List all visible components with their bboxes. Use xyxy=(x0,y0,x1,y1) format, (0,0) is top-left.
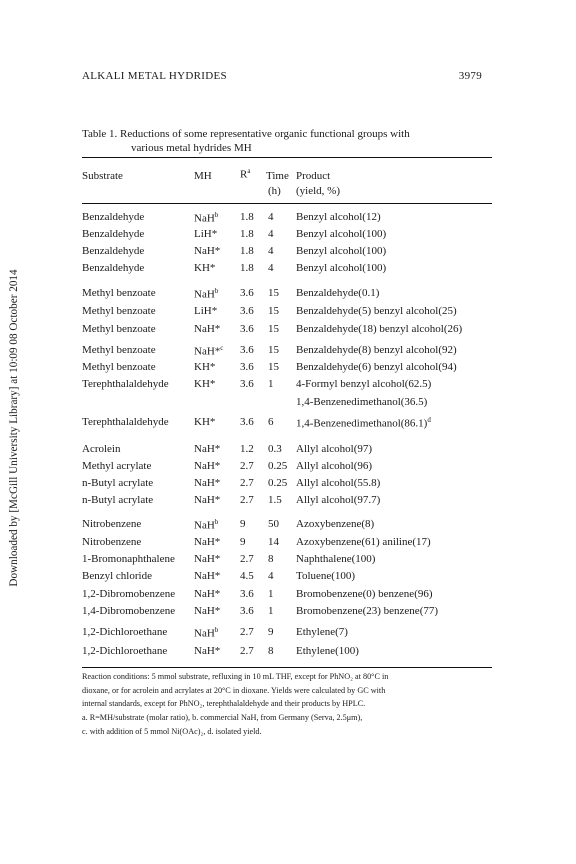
cell-substrate xyxy=(82,361,156,373)
cell-mh-text: KH* xyxy=(194,416,216,428)
cell-time-text: 15 xyxy=(268,287,279,299)
table-row xyxy=(82,553,492,570)
table-row xyxy=(82,361,492,378)
cell-r xyxy=(240,570,254,582)
cell-product xyxy=(296,211,381,223)
cell-substrate-text: Nitrobenzene xyxy=(82,518,142,530)
cell-product xyxy=(296,262,386,274)
cell-mh-text: KH* xyxy=(194,378,216,390)
table-row xyxy=(82,477,492,494)
cell-product xyxy=(296,323,462,335)
table-row xyxy=(82,518,492,535)
cell-mh-footnote-mark: b xyxy=(214,626,219,634)
cell-substrate-text: Methyl benzoate xyxy=(82,344,156,356)
cell-substrate-text: Terephthalaldehyde xyxy=(82,378,169,390)
cell-r-text: 1.8 xyxy=(240,245,254,257)
cell-time xyxy=(268,211,274,223)
table-row xyxy=(82,245,492,262)
cell-substrate-text: Methyl benzoate xyxy=(82,323,156,335)
table-row xyxy=(82,605,492,622)
cell-time-text: 6 xyxy=(268,416,274,428)
table-row xyxy=(82,228,492,245)
cell-product xyxy=(296,245,386,257)
cell-mh xyxy=(194,460,220,472)
cell-substrate xyxy=(82,228,144,240)
cell-substrate xyxy=(82,570,152,582)
note-line-4: a. R=MH/substrate (molar ratio), b. commercial NaH, from Germany (Serva, 2.5μm), xyxy=(82,713,363,723)
header-r-footnote-mark: a xyxy=(247,167,251,175)
table-row xyxy=(82,588,492,605)
cell-mh-text: NaH xyxy=(194,519,215,532)
cell-time xyxy=(268,416,274,428)
cell-product xyxy=(296,344,457,356)
cell-mh xyxy=(194,416,215,428)
cell-mh-text: NaH* xyxy=(194,443,221,455)
cell-product-text: Azoxybenzene(8) xyxy=(296,518,375,530)
cell-product-text: Benzaldehyde(0.1) xyxy=(296,287,380,299)
header-mh: MH xyxy=(194,170,212,182)
note-line-2: dioxane, or for acrolein and acrylates at 20°C in dioxane. Yields were calculated by GC with xyxy=(82,685,386,695)
cell-mh xyxy=(194,305,217,317)
table-row xyxy=(82,262,492,279)
cell-time xyxy=(268,245,274,257)
cell-time xyxy=(268,287,279,299)
cell-mh-text: NaH* xyxy=(194,570,221,582)
cell-mh xyxy=(194,361,215,373)
cell-substrate-text: Methyl benzoate xyxy=(82,305,156,317)
download-watermark: Downloaded by [McGill University Library] at 10:09 08 October 2014 xyxy=(8,269,20,587)
header-bottom-rule xyxy=(82,203,492,204)
cell-product-text: Benzyl alcohol(100) xyxy=(296,262,387,274)
cell-product xyxy=(296,287,379,299)
header-product: Product xyxy=(296,170,331,182)
cell-product xyxy=(296,645,359,657)
cell-mh-footnote-mark: b xyxy=(214,518,219,526)
cell-mh xyxy=(194,245,220,257)
cell-mh-footnote-mark: c xyxy=(220,344,224,352)
cell-substrate xyxy=(82,305,156,317)
cell-substrate xyxy=(82,477,153,489)
cell-time-text: 4 xyxy=(268,570,274,582)
cell-substrate-text: Benzaldehyde xyxy=(82,262,145,274)
cell-r-text: 4.5 xyxy=(240,570,254,582)
cell-product xyxy=(296,416,431,430)
cell-product xyxy=(296,570,355,582)
cell-r xyxy=(240,287,254,299)
cell-r-text: 3.6 xyxy=(240,361,254,373)
cell-substrate-text: Benzaldehyde xyxy=(82,211,145,223)
cell-substrate-text: Terephthalaldehyde xyxy=(82,416,169,428)
cell-product-text: Bromobenzene(23) benzene(77) xyxy=(296,605,439,617)
cell-time xyxy=(268,477,287,489)
cell-mh-text: NaH* xyxy=(194,245,221,257)
cell-time xyxy=(268,228,274,240)
cell-substrate xyxy=(82,605,175,617)
cell-product-text: Benzyl alcohol(100) xyxy=(296,245,387,257)
table-row xyxy=(82,211,492,228)
cell-product-text: Benzaldehyde(8) benzyl alcohol(92) xyxy=(296,344,457,356)
table-row xyxy=(82,443,492,460)
cell-substrate xyxy=(82,378,169,390)
cell-r-text: 3.6 xyxy=(240,323,254,335)
cell-r-text: 9 xyxy=(240,518,246,530)
cell-substrate-text: n-Butyl acrylate xyxy=(82,477,154,489)
cell-substrate-text: Benzyl chloride xyxy=(82,570,152,582)
cell-substrate-text: Acrolein xyxy=(82,443,121,455)
cell-product xyxy=(296,361,457,373)
cell-time xyxy=(268,323,279,335)
cell-mh xyxy=(194,626,218,640)
cell-r xyxy=(240,460,254,472)
cell-r-text: 3.6 xyxy=(240,344,254,356)
cell-mh xyxy=(194,443,220,455)
cell-mh-text: NaH* xyxy=(194,536,221,548)
cell-time xyxy=(268,344,279,356)
cell-r xyxy=(240,416,254,428)
cell-time xyxy=(268,443,282,455)
cell-product xyxy=(296,477,380,489)
cell-time xyxy=(268,645,274,657)
cell-product-text: Allyl alcohol(96) xyxy=(296,460,373,472)
cell-product-text: Bromobenzene(0) benzene(96) xyxy=(296,588,433,600)
caption-line-2: various metal hydrides MH xyxy=(131,142,252,154)
cell-mh-text: NaH xyxy=(194,627,215,640)
cell-r xyxy=(240,211,254,223)
cell-mh xyxy=(194,287,218,301)
header-r-label: R xyxy=(240,168,248,181)
cell-substrate xyxy=(82,588,175,600)
header-time: Time xyxy=(266,170,289,182)
cell-r xyxy=(240,378,254,390)
cell-substrate xyxy=(82,211,144,223)
header-product-unit: (yield, %) xyxy=(296,185,340,197)
cell-r xyxy=(240,262,254,274)
table-row xyxy=(82,416,492,433)
cell-mh-text: NaH* xyxy=(194,460,221,472)
cell-time-text: 8 xyxy=(268,645,274,657)
cell-r-text: 1.2 xyxy=(240,443,254,455)
cell-product-text: Toluene(100) xyxy=(296,570,356,582)
cell-product xyxy=(296,536,431,548)
cell-mh xyxy=(194,323,220,335)
cell-mh-text: NaH xyxy=(194,212,215,225)
table-row xyxy=(82,305,492,322)
cell-time-text: 9 xyxy=(268,626,274,638)
cell-mh-text: NaH xyxy=(194,288,215,301)
cell-substrate-text: 1,4-Dibromobenzene xyxy=(82,605,176,617)
table-row xyxy=(82,287,492,304)
cell-time xyxy=(268,378,274,390)
cell-mh-text: NaH* xyxy=(194,345,221,358)
cell-r xyxy=(240,443,254,455)
cell-product-text: Benzaldehyde(18) benzyl alcohol(26) xyxy=(296,323,463,335)
table-bottom-rule xyxy=(82,667,492,668)
note-line-3: internal standards, except for PhNO₂, terephthalaldehyde and their products by HPLC. xyxy=(82,699,366,709)
cell-substrate-text: 1-Bromonaphthalene xyxy=(82,553,175,565)
cell-mh xyxy=(194,553,220,565)
cell-mh-text: LiH* xyxy=(194,228,218,240)
cell-mh xyxy=(194,262,215,274)
cell-substrate-text: 1,2-Dibromobenzene xyxy=(82,588,176,600)
cell-substrate xyxy=(82,536,141,548)
cell-substrate xyxy=(82,443,120,455)
cell-mh-text: NaH* xyxy=(194,645,221,657)
cell-r-text: 1.8 xyxy=(240,228,254,240)
cell-time-text: 15 xyxy=(268,344,279,356)
cell-substrate-text: Methyl acrylate xyxy=(82,460,152,472)
cell-mh xyxy=(194,536,220,548)
cell-mh xyxy=(194,378,215,390)
cell-substrate-text: 1,2-Dichloroethane xyxy=(82,645,168,657)
cell-time xyxy=(268,605,274,617)
cell-r-text: 2.7 xyxy=(240,645,254,657)
cell-r xyxy=(240,553,254,565)
cell-r xyxy=(240,518,246,530)
running-title: ALKALI METAL HYDRIDES xyxy=(82,70,227,82)
cell-time-text: 15 xyxy=(268,361,279,373)
cell-substrate-text: 1,2-Dichloroethane xyxy=(82,626,168,638)
note-line-1: Reaction conditions: 5 mmol substrate, refluxing in 10 mL THF, except for PhNO₂ at 80°C in xyxy=(82,672,389,681)
cell-r-text: 3.6 xyxy=(240,605,254,617)
cell-r-text: 2.7 xyxy=(240,553,254,565)
table-row xyxy=(82,645,492,662)
cell-r xyxy=(240,536,246,548)
cell-product-text: Benzaldehyde(6) benzyl alcohol(94) xyxy=(296,361,457,373)
cell-substrate-text: Methyl benzoate xyxy=(82,361,156,373)
cell-mh xyxy=(194,494,220,506)
cell-mh xyxy=(194,228,217,240)
cell-substrate-text: Benzaldehyde xyxy=(82,245,145,257)
cell-mh xyxy=(194,570,220,582)
cell-r xyxy=(240,228,254,240)
cell-mh xyxy=(194,211,218,225)
table-row xyxy=(82,344,492,361)
cell-time-text: 15 xyxy=(268,305,279,317)
cell-time xyxy=(268,518,279,530)
cell-product xyxy=(296,228,386,240)
cell-time-text: 4 xyxy=(268,245,274,257)
cell-substrate-text: n-Butyl acrylate xyxy=(82,494,154,506)
cell-product-text: Allyl alcohol(97.7) xyxy=(296,494,381,506)
cell-time-text: 1 xyxy=(268,605,274,617)
cell-r-text: 3.6 xyxy=(240,588,254,600)
cell-product-text: Benzyl alcohol(100) xyxy=(296,228,387,240)
cell-substrate xyxy=(82,626,167,638)
table-row xyxy=(82,536,492,553)
cell-r xyxy=(240,361,254,373)
cell-time xyxy=(268,588,274,600)
cell-r-text: 1.8 xyxy=(240,211,254,223)
cell-substrate xyxy=(82,323,156,335)
cell-r xyxy=(240,494,254,506)
cell-time xyxy=(268,536,279,548)
cell-r-text: 1.8 xyxy=(240,262,254,274)
cell-substrate xyxy=(82,416,169,428)
cell-r xyxy=(240,305,254,317)
cell-r-text: 3.6 xyxy=(240,378,254,390)
table-row-continuation xyxy=(82,396,492,413)
cell-r xyxy=(240,588,254,600)
cell-time-text: 4 xyxy=(268,228,274,240)
header-time-unit: (h) xyxy=(268,185,281,197)
cell-product-text: 1,4-Benzenedimethanol(86.1) xyxy=(296,417,428,430)
cell-time xyxy=(268,494,282,506)
cell-time-text: 4 xyxy=(268,262,274,274)
cell-mh xyxy=(194,588,220,600)
cell-substrate-text: Nitrobenzene xyxy=(82,536,142,548)
cell-substrate-text: Benzaldehyde xyxy=(82,228,145,240)
cell-mh-footnote-mark: b xyxy=(214,211,219,219)
cell-mh-text: NaH* xyxy=(194,477,221,489)
cell-substrate xyxy=(82,645,167,657)
table-row xyxy=(82,570,492,587)
table-row xyxy=(82,494,492,511)
cell-mh-footnote-mark: b xyxy=(214,287,219,295)
cell-r xyxy=(240,323,254,335)
cell-r-text: 3.6 xyxy=(240,305,254,317)
table-row xyxy=(82,626,492,643)
cell-r xyxy=(240,645,254,657)
table-row xyxy=(82,323,492,340)
cell-product xyxy=(296,553,375,565)
cell-r xyxy=(240,605,254,617)
cell-time-text: 0.25 xyxy=(268,477,288,489)
cell-time-text: 4 xyxy=(268,211,274,223)
cell-product-text: Ethylene(100) xyxy=(296,645,359,657)
cell-mh xyxy=(194,518,218,532)
header-substrate: Substrate xyxy=(82,170,123,182)
cell-time xyxy=(268,305,279,317)
cell-r xyxy=(240,626,254,638)
cell-product xyxy=(296,460,372,472)
cell-time xyxy=(268,262,274,274)
cell-mh-text: KH* xyxy=(194,361,216,373)
cell-r-text: 3.6 xyxy=(240,287,254,299)
table-row xyxy=(82,460,492,477)
cell-product xyxy=(296,305,457,317)
cell-substrate xyxy=(82,262,144,274)
cell-product xyxy=(296,518,374,530)
cell-substrate xyxy=(82,245,144,257)
cell-mh xyxy=(194,344,223,358)
cell-product-line-2: 1,4-Benzenedimethanol(36.5) xyxy=(296,396,428,408)
cell-r-text: 2.7 xyxy=(240,626,254,638)
cell-r-text: 2.7 xyxy=(240,460,254,472)
cell-time-text: 8 xyxy=(268,553,274,565)
cell-product xyxy=(296,588,433,600)
table-row xyxy=(82,378,492,395)
cell-mh-text: NaH* xyxy=(194,588,221,600)
cell-mh-text: KH* xyxy=(194,262,216,274)
cell-substrate xyxy=(82,518,141,530)
cell-time-text: 50 xyxy=(268,518,279,530)
cell-time xyxy=(268,570,274,582)
cell-r-text: 3.6 xyxy=(240,416,254,428)
cell-time xyxy=(268,361,279,373)
cell-r xyxy=(240,477,254,489)
cell-r xyxy=(240,344,254,356)
cell-time-text: 0.25 xyxy=(268,460,288,472)
note-line-5: c. with addition of 5 mmol Ni(OAc)₂, d. isolated yield. xyxy=(82,726,262,736)
cell-time-text: 15 xyxy=(268,323,279,335)
cell-time xyxy=(268,553,274,565)
page-number: 3979 xyxy=(458,70,482,82)
table-caption xyxy=(82,127,492,155)
cell-r xyxy=(240,245,254,257)
cell-time-text: 0.3 xyxy=(268,443,282,455)
cell-time xyxy=(268,626,274,638)
cell-product xyxy=(296,626,348,638)
cell-product-text: 4-Formyl benzyl alcohol(62.5) xyxy=(296,378,432,390)
cell-product-text: Naphthalene(100) xyxy=(296,553,376,565)
cell-product-text: Benzaldehyde(5) benzyl alcohol(25) xyxy=(296,305,457,317)
cell-product xyxy=(296,494,380,506)
cell-r-text: 2.7 xyxy=(240,477,254,489)
cell-r-text: 9 xyxy=(240,536,246,548)
header-r xyxy=(240,167,250,181)
cell-substrate xyxy=(82,344,156,356)
cell-product-text: Benzyl alcohol(12) xyxy=(296,211,381,223)
cell-time-text: 1.5 xyxy=(268,494,282,506)
cell-product-text: Azoxybenzene(61) aniline(17) xyxy=(296,536,431,548)
cell-product-text: Allyl alcohol(55.8) xyxy=(296,477,381,489)
cell-mh-text: NaH* xyxy=(194,494,221,506)
cell-substrate xyxy=(82,460,151,472)
cell-product xyxy=(296,605,438,617)
cell-substrate-text: Methyl benzoate xyxy=(82,287,156,299)
cell-time-text: 1 xyxy=(268,588,274,600)
cell-mh-text: NaH* xyxy=(194,323,221,335)
cell-mh xyxy=(194,605,220,617)
cell-product xyxy=(296,378,431,390)
cell-time-text: 1 xyxy=(268,378,274,390)
cell-mh-text: NaH* xyxy=(194,605,221,617)
cell-product-text: Ethylene(7) xyxy=(296,626,348,638)
cell-mh-text: NaH* xyxy=(194,553,221,565)
cell-product-text: Allyl alcohol(97) xyxy=(296,443,373,455)
cell-product xyxy=(296,443,372,455)
table-top-rule xyxy=(82,157,492,158)
cell-mh xyxy=(194,477,220,489)
caption-line-1: Table 1. Reductions of some representative organic functional groups with xyxy=(82,128,410,140)
cell-r-text: 2.7 xyxy=(240,494,254,506)
cell-substrate xyxy=(82,494,153,506)
cell-substrate xyxy=(82,287,156,299)
cell-substrate xyxy=(82,553,175,565)
cell-product-footnote-mark: d xyxy=(427,416,431,424)
cell-time xyxy=(268,460,287,472)
cell-mh xyxy=(194,645,220,657)
table-notes xyxy=(82,670,492,739)
cell-time-text: 14 xyxy=(268,536,279,548)
cell-mh-text: LiH* xyxy=(194,305,218,317)
